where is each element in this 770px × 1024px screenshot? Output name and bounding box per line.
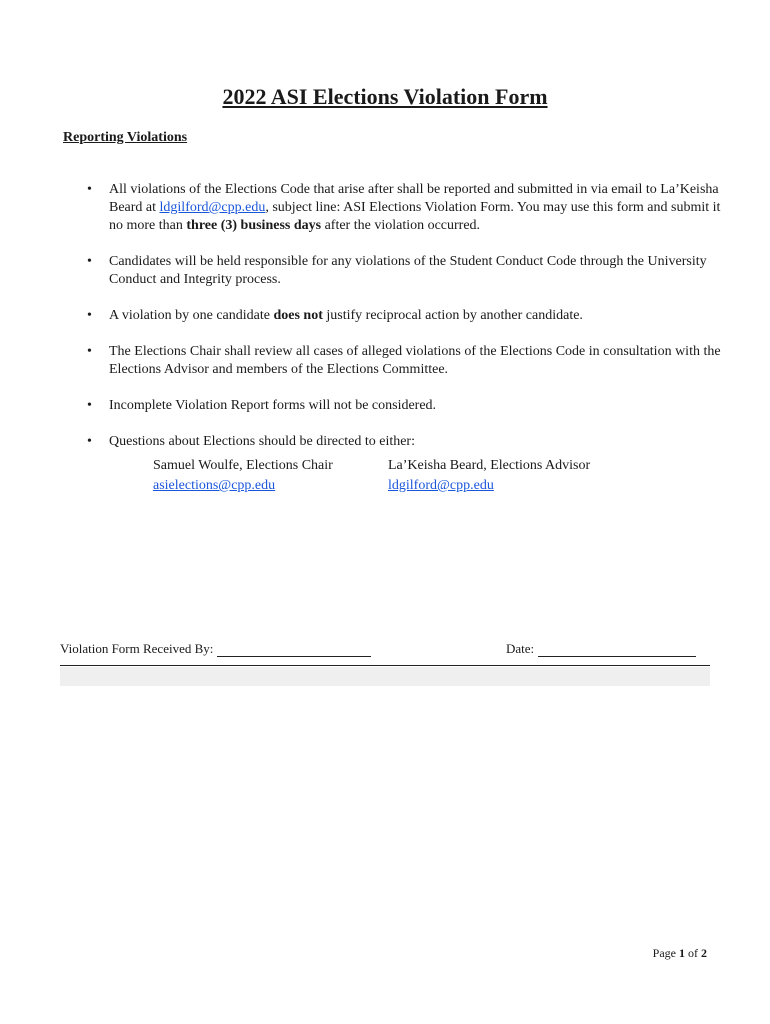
list-item: • Questions about Elections should be directed to either: <box>87 434 415 449</box>
divider <box>60 665 710 666</box>
contact-name: Samuel Woulfe, Elections Chair <box>153 458 333 473</box>
date-input[interactable] <box>538 642 696 657</box>
bullet-icon: • <box>87 182 92 197</box>
page-number: Page 1 of 2 <box>652 946 707 960</box>
form-title: 2022 ASI Elections Violation Form <box>222 84 548 109</box>
advisor-email-link[interactable]: ldgilford@cpp.edu <box>159 200 266 215</box>
date-field <box>506 641 696 657</box>
list-item: • A violation by one candidate does not justify reciprocal action by another candidate. <box>87 308 583 323</box>
violation-rules-list <box>87 181 727 469</box>
list-item: • All violations of the Elections Code that arise after shall be reported and submitted in via email to La’Keisha Beard at ldgilford@cpp.edu, subject line: ASI Elections Violation Form. You may use this form and submit it no more than three (3) business days after the violation occurred. <box>87 182 721 233</box>
bullet-icon: • <box>87 308 92 323</box>
list-item: • Candidates will be held responsible for any violations of the Student Conduct Code through the University Conduct and Integrity process. <box>87 254 707 287</box>
section-heading: Reporting Violations <box>63 130 188 145</box>
list-item: • The Elections Chair shall review all cases of alleged violations of the Elections Code in consultation with the Elections Advisor and members of the Elections Committee. <box>87 344 721 377</box>
bullet-icon: • <box>87 254 92 269</box>
received-by-label: Violation Form Received By: <box>60 641 214 656</box>
advisor-email-link[interactable]: ldgilford@cpp.edu <box>388 478 494 493</box>
bullet-icon: • <box>87 398 92 413</box>
elections-chair-contact <box>153 456 333 496</box>
bullet-icon: • <box>87 344 92 359</box>
received-by-field <box>60 641 371 657</box>
contact-name: La’Keisha Beard, Elections Advisor <box>388 458 591 473</box>
elections-advisor-contact <box>388 456 590 496</box>
chair-email-link[interactable]: asielections@cpp.edu <box>153 478 276 493</box>
bullet-icon: • <box>87 434 92 449</box>
list-item: • Incomplete Violation Report forms will not be considered. <box>87 398 437 413</box>
date-label: Date: <box>506 641 535 656</box>
received-by-input[interactable] <box>217 642 371 657</box>
shaded-band <box>60 667 710 686</box>
